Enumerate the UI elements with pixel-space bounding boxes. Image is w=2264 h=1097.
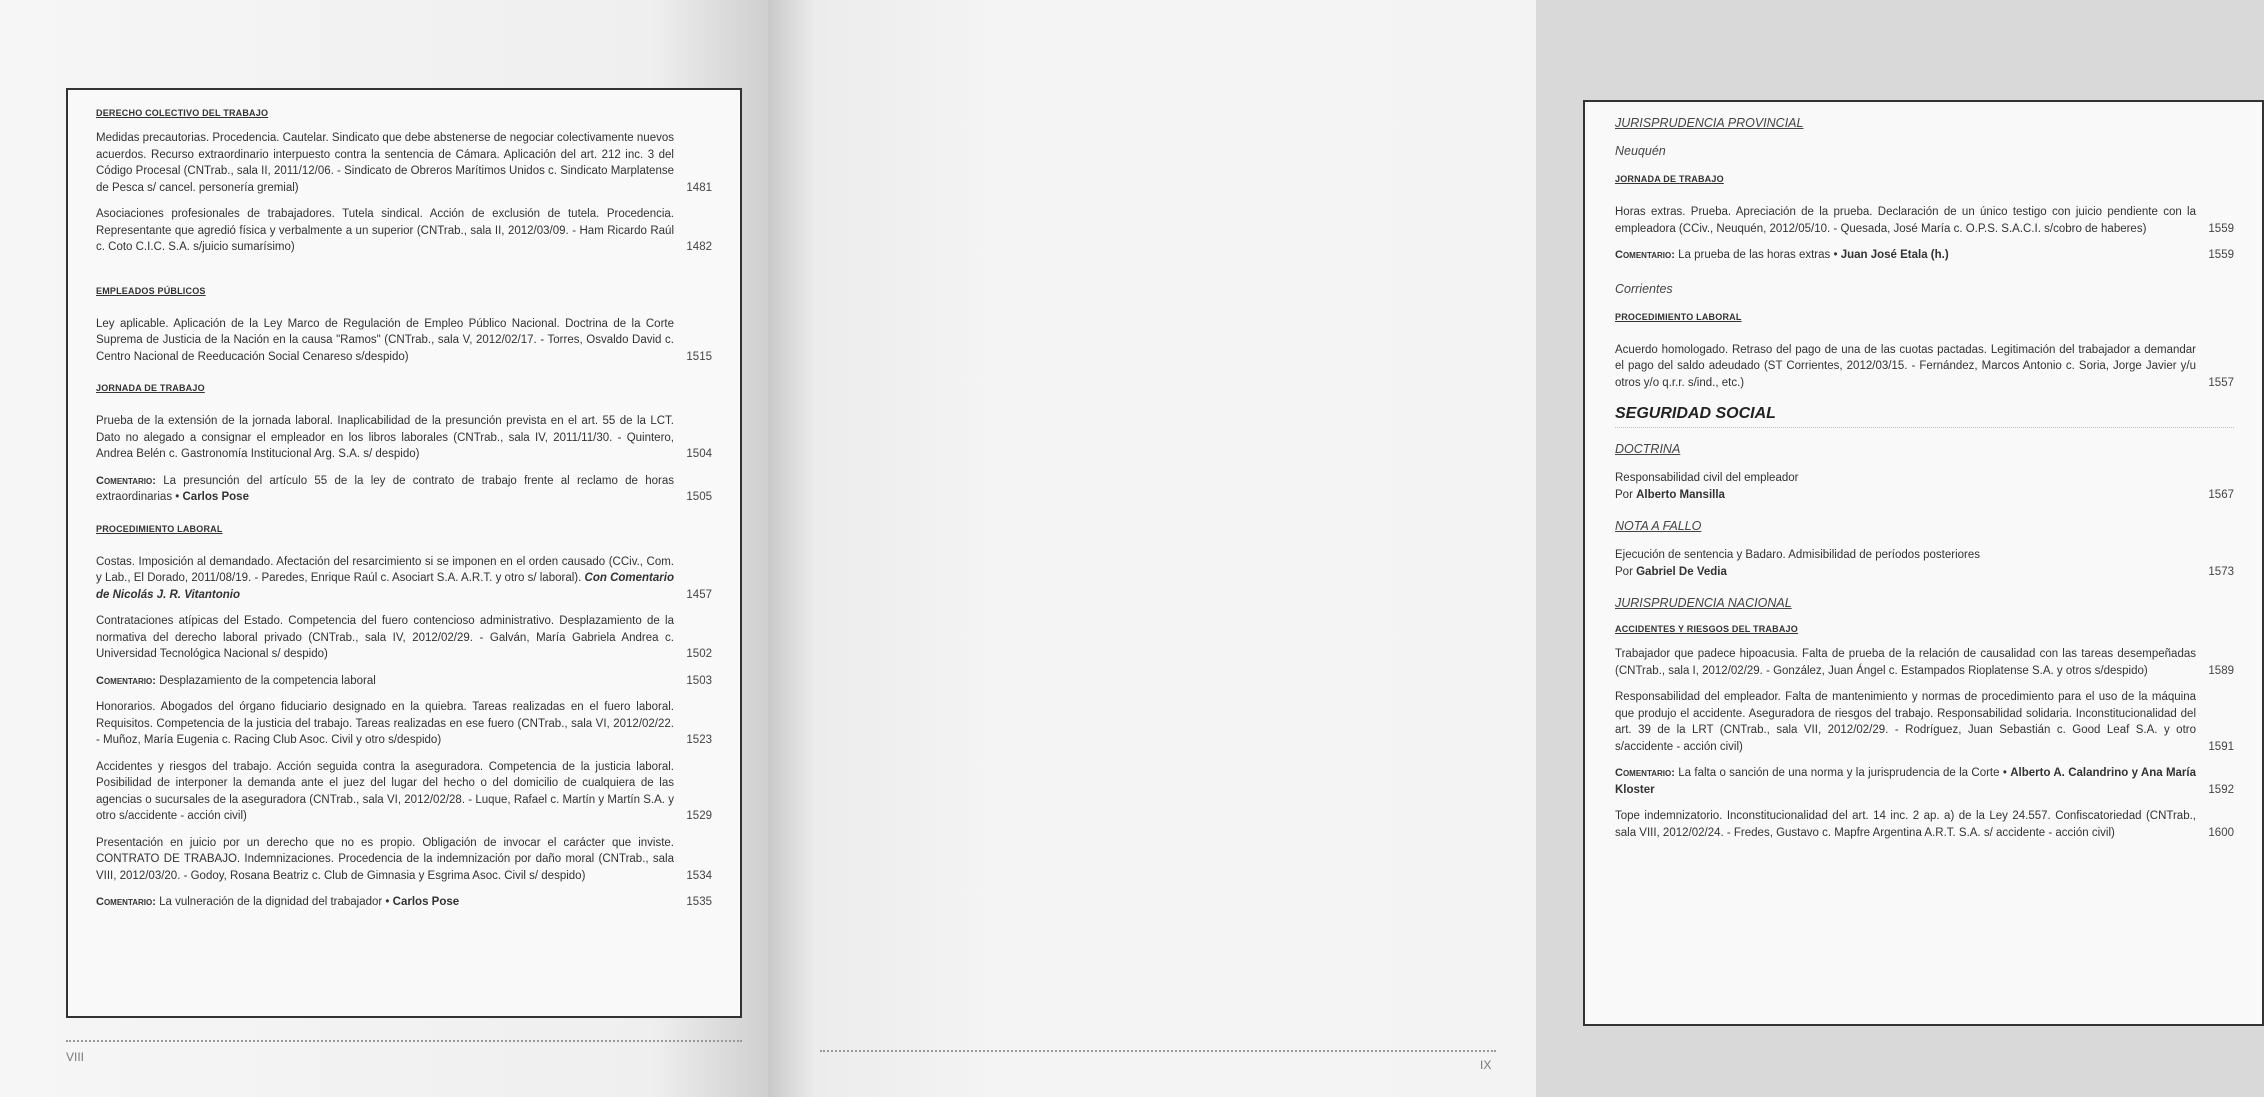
comment-author: Alberto A. Calandrino y Ana María Kloster — [1615, 767, 2196, 796]
comment-text: Desplazamiento de la competencia laboral — [159, 674, 376, 687]
left-index-frame — [66, 88, 742, 1018]
entry-page-number: 1534 — [686, 869, 712, 882]
left-page — [0, 0, 768, 1097]
entry-page-number: 1523 — [686, 734, 712, 746]
section-jornada-trabajo — [96, 383, 712, 506]
comment-label: Comentario: — [1615, 767, 1675, 779]
entry-page-number: 1591 — [2208, 740, 2234, 753]
seguridad-social-heading: SEGURIDAD SOCIAL — [1615, 405, 2234, 428]
index-entry[interactable] — [96, 835, 712, 885]
index-entry[interactable] — [1615, 689, 2234, 755]
comment-author: Con Comentario de Nicolás J. R. Vitantonio — [96, 572, 674, 601]
entry-text: Accidentes y riesgos del trabajo. Acción seguida contra la aseguradora. Competencia de la justicia laboral. Posibilidad de interponer la demanda ante el juez del lugar del hecho o del domicilio de cualquiera de las agencias o sucursales de la aseguradora (CNTrab., sala VI, 2012/02/28. - Luque, Rafael c. Martín y Martín S.A. y otro s/accidente - acción civil) — [96, 760, 674, 822]
entry-page-number: 1535 — [686, 896, 712, 908]
nota-a-fallo-heading: NOTA A FALLO — [1615, 519, 1702, 533]
entry-text: Responsabilidad del empleador. Falta de mantenimiento y normas de procedimiento para el uso de la máquina que produjo el accidente. Aseguradora de riesgos del trabajo. Responsabilidad solidaria. Inconstitucionalidad del art. 39 de la LRT (CNTrab., sala VII, 2012/02/29. - Rodríguez, Juan Sebastián c. Good Leaf S.A. y otro s/accidente - acción civil) — [1615, 691, 2196, 753]
comment-label: Comentario: — [1615, 249, 1675, 261]
comment-entry[interactable] — [96, 473, 712, 506]
by-label: Por — [1615, 488, 1633, 501]
index-entry[interactable] — [96, 206, 712, 256]
entry-text: Trabajador que padece hipoacusia. Falta de prueba de la relación de causalidad con las tareas desempeñadas (CNTrab., sala I, 2012/02/29. - González, Juan Ángel c. Estampados Rioplatense S.A. y otros s/despido) — [1615, 648, 2196, 677]
comment-entry[interactable] — [96, 673, 712, 690]
section-heading: EMPLEADOS PÚBLICOS — [96, 285, 206, 296]
page-folio: IX — [1480, 1058, 1492, 1072]
nota-entry[interactable] — [1615, 547, 2234, 580]
comment-label: Comentario: — [96, 674, 156, 687]
entry-page-number: 1457 — [686, 588, 712, 601]
section-heading: DERECHO COLECTIVO DEL TRABAJO — [96, 108, 269, 118]
by-label: Por — [1615, 565, 1633, 578]
index-entry[interactable] — [96, 130, 712, 196]
entry-page-number: 1592 — [2208, 783, 2234, 796]
comment-author: Juan José Etala (h.) — [1840, 249, 1949, 261]
entry-text: Horas extras. Prueba. Apreciación de la prueba. Declaración de un único testigo con juicio pendiente con la empleadora (CCiv., Neuquén, 2012/05/10. - Quesada, José María c. O.P.S. S.A.C.I. s/cobro de haberes) — [1615, 206, 2196, 235]
index-entry[interactable] — [1615, 342, 2234, 392]
comment-label: Comentario: — [96, 474, 156, 487]
comment-entry[interactable] — [1615, 247, 2234, 264]
entry-text: Asociaciones profesionales de trabajadores. Tutela sindical. Acción de exclusión de tutela. Procedencia. Representante que agredió física y verbalmente a un superior (CNTrab., sala II, 2012/03/09. - Ham Ricardo Raúl c. Coto C.I.C. S.A. s/juicio sumarísimo) — [96, 208, 674, 253]
doctrina-entry[interactable] — [1615, 470, 2234, 503]
index-entry[interactable] — [96, 413, 712, 463]
entry-page-number: 1600 — [2208, 826, 2234, 839]
section-heading: JORNADA DE TRABAJO — [1615, 174, 1724, 184]
entry-page-number: 1502 — [686, 648, 712, 660]
entry-text: Costas. Imposición al demandado. Afectación del resarcimiento si se imponen en el orden causado (CCiv., Com. y Lab., El Dorado, 2011/08/19. - Paredes, Enrique Raúl c. Asociart S.A. A.R.T. y otro s/ laboral). — [96, 555, 674, 584]
index-entry[interactable] — [96, 699, 712, 749]
section-derecho-colectivo — [96, 108, 712, 256]
entry-page-number: 1505 — [686, 491, 712, 503]
entry-text: Tope indemnizatorio. Inconstitucionalidad del art. 14 inc. 2 ap. a) de la Ley 24.557. Confiscatoriedad (CNTrab., sala VIII, 2012/02/24. - Fredes, Gustavo c. Mapfre Argentina A.R.T. S.A. s/ accidente - acción civil) — [1615, 810, 2196, 839]
doctrina-author: Alberto Mansilla — [1636, 488, 1725, 501]
entry-text: Medidas precautorias. Procedencia. Cautelar. Sindicato que debe abstenerse de negociar colectivamente nuevos acuerdos. Recurso extraordinario interpuesto contra la sentencia de Cámara. Aplicación del art. 212 inc. 3 del Código Procesal (CNTrab., sala II, 2011/12/06. - Sindicato de Obreros Marítimos Unidos c. Sindicato Marplatense de Pesca s/ cancel. personería gremial) — [96, 132, 674, 194]
entry-text: Contrataciones atípicas del Estado. Competencia del fuero contencioso administrativo. Desplazamiento de la normativa del derecho laboral privado (CNTrab., sala IV, 2012/02/29. - Galván, María Gabriela Andrea c. Universidad Tecnológica Nacional s/ despido) — [96, 615, 674, 660]
right-page — [768, 0, 2234, 1097]
index-entry[interactable] — [96, 613, 712, 663]
index-entry[interactable] — [96, 759, 712, 825]
index-entry[interactable] — [1615, 808, 2234, 841]
province-name: Neuquén — [1615, 144, 1666, 158]
entry-page-number: 1559 — [2208, 222, 2234, 235]
comment-entry[interactable] — [96, 894, 712, 911]
entry-page-number: 1529 — [686, 810, 712, 822]
entry-text: Prueba de la extensión de la jornada laboral. Inaplicabilidad de la presunción prevista en el art. 55 de la LCT. Dato no alegado a consignar el empleador en los libros laborales (CNTrab., sala IV, 2011/11/30. - Quintero, Andrea Belén c. Gastronomía Institucional Arg. S.A. s/ despido) — [96, 415, 674, 460]
page-divider — [820, 1050, 1496, 1052]
index-entry[interactable] — [1615, 646, 2234, 679]
entry-page-number: 1559 — [2208, 249, 2234, 261]
doctrina-title: Responsabilidad civil del empleador — [1615, 472, 1799, 484]
entry-page-number: 1481 — [686, 181, 712, 194]
entry-page-number: 1573 — [2208, 565, 2234, 578]
entry-page-number: 1482 — [686, 241, 712, 253]
comment-text: La falta o sanción de una norma y la jurisprudencia de la Corte • — [1678, 767, 2007, 779]
comment-label: Comentario: — [96, 896, 156, 908]
doctrina-heading: DOCTRINA — [1615, 442, 1681, 456]
comment-text: La vulneración de la dignidad del trabajador • — [159, 896, 390, 908]
entry-text: Honorarios. Abogados del órgano fiduciario designado en la quiebra. Tareas realizadas en el fuero laboral. Requisitos. Competencia de la justicia del trabajo. Tareas realizadas en ese fuero (CNTrab., sala VI, 2012/02/22. - Muñoz, María Eugenia c. Racing Club Asoc. Civil y otro s/despido) — [96, 701, 674, 746]
section-procedimiento-laboral — [96, 524, 712, 911]
entry-page-number: 1504 — [686, 448, 712, 460]
comment-author: Carlos Pose — [182, 491, 249, 503]
index-entry[interactable] — [96, 316, 712, 366]
entry-page-number: 1557 — [2208, 376, 2234, 389]
jurisprudencia-provincial-heading: JURISPRUDENCIA PROVINCIAL — [1615, 116, 1804, 130]
nota-author: Gabriel De Vedia — [1636, 565, 1727, 578]
entry-text: Presentación en juicio por un derecho que no es propio. Obligación de invocar el carácter que inviste. CONTRATO DE TRABAJO. Indemnizaciones. Procedencia de la indemnización por daño moral (CNTrab., sala VIII, 2012/03/20. - Godoy, Rosana Beatriz c. Club de Gimnasia y Esgrima Asoc. Civil s/ despido) — [96, 836, 674, 882]
section-heading: PROCEDIMIENTO LABORAL — [1615, 311, 1742, 322]
section-heading: PROCEDIMIENTO LABORAL — [96, 523, 223, 534]
entry-text: Acuerdo homologado. Retraso del pago de una de las cuotas pactadas. Legitimación del trabajador a demandar el pago del saldo adeudado (ST Corrientes, 2012/03/15. - Fernández, Marcos Antonio c. Soria, Jorge Javier y/u otros y/o q.r.r. s/ind., etc.) — [1615, 343, 2196, 389]
index-entry[interactable] — [96, 554, 712, 604]
section-heading: ACCIDENTES Y RIESGOS DEL TRABAJO — [1615, 624, 1798, 634]
page-folio: VIII — [66, 1050, 85, 1064]
right-index-frame — [1583, 100, 2264, 1026]
section-empleados-publicos — [96, 286, 712, 366]
entry-page-number: 1515 — [686, 350, 712, 363]
comment-text: La prueba de las horas extras • — [1678, 249, 1838, 261]
nota-title: Ejecución de sentencia y Badaro. Admisibilidad de períodos posteriores — [1615, 549, 1981, 561]
entry-text: Ley aplicable. Aplicación de la Ley Marco de Regulación de Empleo Público Nacional. Doctrina de la Corte Suprema de Justicia de la Nación en la causa "Ramos" (CNTrab., sala V, 2012/02/17. - Torres, Osvaldo David c. Centro Nacional de Reeducación Social Cenareso s/despido) — [96, 317, 674, 363]
entry-page-number: 1589 — [2208, 664, 2234, 677]
comment-text: La presunción del artículo 55 de la ley de contrato de trabajo frente al reclamo de horas extraordinarias • — [96, 474, 674, 503]
index-entry[interactable] — [1615, 204, 2234, 237]
jurisprudencia-nacional-heading: JURISPRUDENCIA NACIONAL — [1615, 596, 1792, 610]
entry-page-number: 1567 — [2208, 488, 2234, 501]
page-divider — [66, 1040, 742, 1042]
entry-page-number: 1503 — [686, 674, 712, 687]
comment-author: Carlos Pose — [392, 896, 460, 908]
section-heading: JORNADA DE TRABAJO — [96, 383, 205, 393]
comment-entry[interactable] — [1615, 765, 2234, 798]
province-name: Corrientes — [1615, 281, 1673, 296]
